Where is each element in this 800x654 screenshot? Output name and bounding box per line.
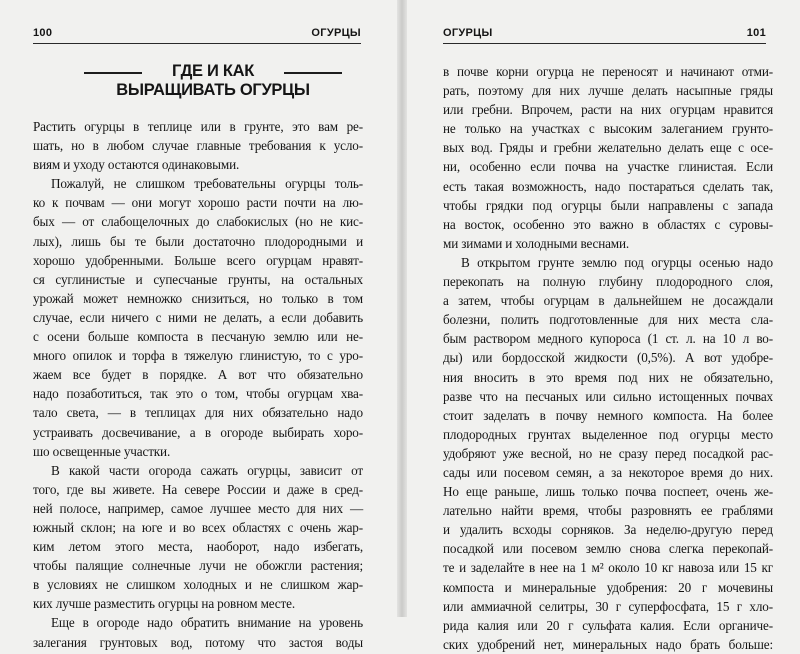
text-line: ких лучше разместить огурцы на ровном месте. (33, 596, 295, 612)
text-line: рать, поэтому для них лучше делать насыпные гряды (443, 83, 773, 99)
text-line: ким летом этого места, наоборот, надо избегать, (33, 539, 363, 555)
text-line: стоит заделать в почву немного компоста. На более (443, 407, 773, 423)
right-body-text (443, 62, 773, 654)
right-running-head (443, 27, 766, 44)
text-line: жаем все будет в порядке. А вот что обязательно (33, 367, 363, 383)
title-rule-left (84, 72, 142, 74)
text-line: чтобы палящие солнечные лучи не обожгли растения; (33, 558, 363, 574)
text-line: надо позаботиться, так это о том, чтобы огурцам хва- (33, 386, 363, 402)
text-line: Пожалуй, не слишком требовательны огурцы толь- (51, 176, 363, 192)
text-line: в почве корни огурца не переносят и начинают отми- (443, 64, 773, 79)
text-line: Растить огурцы в теплице или в грунте, это вам ре- (33, 119, 363, 134)
text-line: хорошо удобренными. Больше всего огурцам нравят- (33, 252, 363, 268)
page-number: 100 (33, 27, 53, 39)
text-line: ских удобрений нет, минеральных надо брать больше: (443, 636, 773, 652)
text-line: ни, особенно если почва на участке глинистая. Если (443, 159, 773, 175)
text-line: болезни, полить подготовленные для них места сла- (443, 312, 773, 328)
text-line: есть такая возможность, надо постараться сделать так, (443, 178, 773, 194)
text-line: чтобы грядки под огурцы были направлены с запада (443, 197, 773, 213)
text-line: вых вод. Гряды и гребни желательно делать еще с осе- (443, 140, 773, 156)
left-page (0, 0, 397, 650)
text-line: и удалить всходы сорняков. За неделю-другую перед (443, 522, 773, 538)
text-line: урожай может немножко снизиться, но только в том (33, 290, 363, 306)
text-line: не только на участках с высоким залеганием грунто- (443, 121, 773, 137)
text-line: виям и уходу остаются одинаковыми. (33, 157, 240, 173)
text-line: ко к почвам — они могут хорошо расти почти на лю- (33, 195, 363, 211)
text-line: ней полосе, например, самое лучшее место для них — (33, 500, 363, 516)
text-line: бым раствором медного купороса (1 ст. л. на 10 л во- (443, 331, 773, 347)
text-line: случае, если ничего с ними не делать, а если добавить (33, 309, 363, 325)
text-line: перекопать на полную глубину плодородного слоя, (443, 274, 773, 290)
chapter-title-line: ГДЕ И КАК (171, 62, 255, 80)
text-line: в условиях не слишком холодных и не слишком жар- (33, 577, 363, 593)
text-line: В какой части огорода сажать огурцы, зависит от (51, 462, 363, 478)
text-line: разве что на песчаных или сильно истощенных почвах (443, 388, 773, 404)
text-line: посадкой или посевом землю снова слегка перекопай- (443, 541, 773, 557)
text-line: или аммиачной селитры, 30 г суперфосфата, 15 г хло- (443, 598, 773, 614)
text-line: много опилок и торфа в тяжелую глинистую, то с уро- (33, 348, 363, 364)
right-page (407, 0, 800, 652)
text-line: ды) или бордосской жидкости (0,5%). А вот удобре- (443, 350, 773, 366)
text-line: южный склон; на юге и во всех областях с очень жар- (33, 519, 363, 535)
text-line: компоста и минеральные удобрения: 20 г мочевины (443, 579, 773, 595)
text-line: устраивать досвечивание, а в огороде выбирать хоро- (33, 424, 363, 440)
text-line: а затем, чтобы огурцам в дальнейшем не досаждали (443, 293, 773, 309)
text-line: ния вносить в это время под них не обязательно, (443, 369, 773, 385)
text-line: удобряют уже весной, но не сразу перед посадкой рас- (443, 445, 773, 461)
left-body-text (33, 117, 363, 652)
text-line: шать, но в любом случае главные требования к усло- (33, 138, 363, 154)
text-line: В открытом грунте землю под огурцы осенью надо (461, 254, 773, 270)
left-running-head (33, 27, 361, 44)
text-line: на восток, особенно это важно в областях с суровы- (443, 216, 773, 232)
text-line: ся суглинистые и супесчаные грунты, на остальных (33, 271, 363, 287)
text-line: Но еще раньше, лишь только почва поспеет, очень же- (443, 484, 773, 500)
text-line: с осени больше компоста в песчаную землю или не- (33, 329, 363, 345)
text-line: сады или посевом семян, а за некоторое время до них. (443, 464, 773, 480)
text-line: или гребни. Впрочем, расти на них огурцам нравится (443, 102, 773, 118)
text-line: того, где вы живете. На севере России и даже в сред- (33, 481, 363, 497)
text-line: бых — от слабощелочных до слабокислых (но не кис- (33, 214, 363, 230)
running-title: ОГУРЦЫ (443, 27, 493, 39)
text-line: залегания грунтовых вод, потому что застоя воды (33, 634, 363, 650)
text-line: Еще в огороде надо обратить внимание на уровень (51, 615, 363, 631)
text-line: рида калия или 20 г сульфата калия. Если органиче- (443, 617, 773, 633)
text-line: шо освещенные участки. (33, 443, 171, 459)
title-rule-right (284, 72, 342, 74)
text-line: лых), лишь бы те были достаточно плодородными и (33, 233, 363, 249)
page-number: 101 (746, 27, 766, 39)
running-title: ОГУРЦЫ (311, 27, 361, 39)
book-gutter (397, 0, 407, 617)
text-line: те и заделайте в нее на 1 м² около 10 кг навоза или 15 кг (443, 560, 773, 576)
chapter-title (78, 62, 348, 100)
text-line: тало света, — в теплицах для них обязательно надо (33, 405, 363, 421)
chapter-title-line: ВЫРАЩИВАТЬ ОГУРЦЫ (116, 81, 310, 99)
text-line: лательно найти время, чтобы разровнять ее граблями (443, 503, 773, 519)
text-line: ми зимами и холодными веснами. (443, 235, 630, 251)
text-line: плодородных грунтах выделенное под огурцы место (443, 426, 773, 442)
